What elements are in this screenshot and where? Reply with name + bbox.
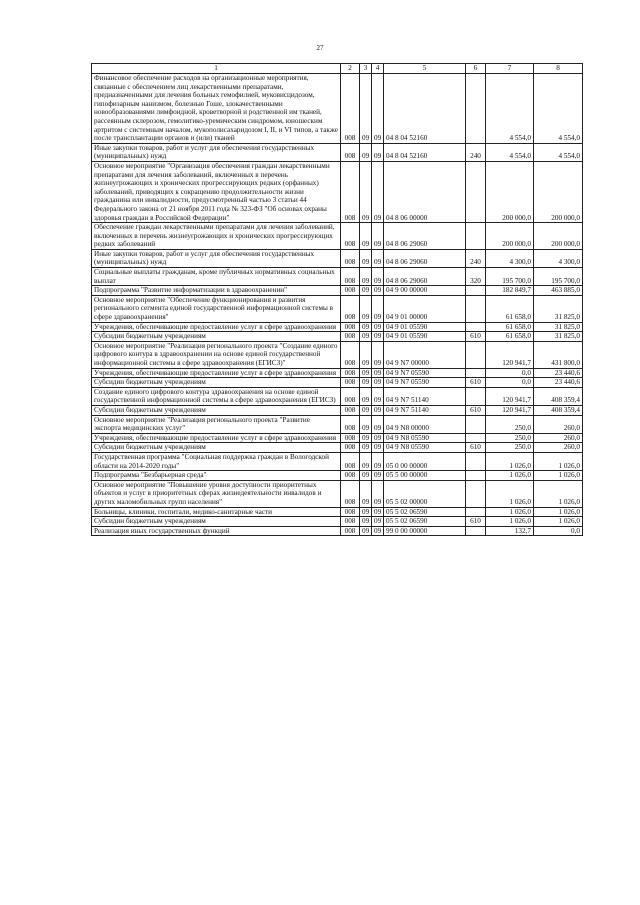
expense-type-code: 610 xyxy=(466,443,486,453)
amount-2021: 1 026,0 xyxy=(534,480,583,507)
admin-code: 008 xyxy=(341,143,360,161)
expense-type-code xyxy=(466,341,486,368)
subsection-code: 09 xyxy=(372,387,384,405)
table-row xyxy=(92,452,583,470)
subsection-code: 09 xyxy=(372,452,384,470)
subsection-code: 09 xyxy=(372,268,384,286)
subsection-code: 09 xyxy=(372,74,384,144)
target-article-code: 04 8 06 29060 xyxy=(384,268,466,286)
header-cell: 3 xyxy=(360,64,372,74)
subsection-code: 09 xyxy=(372,286,384,296)
table-row xyxy=(92,74,583,144)
expense-type-code xyxy=(466,433,486,443)
target-article-code: 99 0 00 00000 xyxy=(384,526,466,536)
row-name: Обеспечение граждан лекарственными препаратами для лечения заболеваний, включенных в перечень жизнеугрожающих и хронических прогрессирующих редких заболеваний xyxy=(92,223,341,250)
amount-2020: 0,0 xyxy=(486,378,534,388)
amount-2021: 408 359,4 xyxy=(534,387,583,405)
amount-2020: 4 300,0 xyxy=(486,249,534,267)
expense-type-code: 610 xyxy=(466,517,486,527)
target-article-code: 04 9 N7 51140 xyxy=(384,405,466,415)
amount-2020: 0,0 xyxy=(486,368,534,378)
amount-2020: 132,7 xyxy=(486,526,534,536)
row-name: Субсидии бюджетным учреждениям xyxy=(92,443,341,453)
amount-2021: 260,0 xyxy=(534,433,583,443)
expense-type-code xyxy=(466,368,486,378)
target-article-code: 04 9 N8 00000 xyxy=(384,415,466,433)
expense-type-code: 240 xyxy=(466,249,486,267)
amount-2021: 1 026,0 xyxy=(534,471,583,481)
amount-2020: 61 658,0 xyxy=(486,332,534,342)
row-name: Социальные выплаты гражданам, кроме публичных нормативных социальных выплат xyxy=(92,268,341,286)
header-cell: 2 xyxy=(341,64,360,74)
row-name: Основное мероприятие "Реализация регионального проекта "Развитие экспорта медицинских услуг" xyxy=(92,415,341,433)
row-name: Субсидии бюджетным учреждениям xyxy=(92,405,341,415)
section-code: 09 xyxy=(360,415,372,433)
admin-code: 008 xyxy=(341,249,360,267)
table-row xyxy=(92,526,583,536)
section-code: 09 xyxy=(360,368,372,378)
amount-2020: 120 941,7 xyxy=(486,405,534,415)
row-name: Основное мероприятие "Реализация регионального проекта "Создание единого цифрового контура в здравоохранении на основе единой государственной информационной системы в сфере здравоохранения (ЕГИСЗ)" xyxy=(92,341,341,368)
row-name: Учреждения, обеспечивающие предоставление услуг в сфере здравоохранения xyxy=(92,322,341,332)
amount-2020: 1 026,0 xyxy=(486,517,534,527)
subsection-code: 09 xyxy=(372,295,384,322)
amount-2020: 200 000,0 xyxy=(486,161,534,222)
row-name: Подпрограмма "Безбарьерная среда" xyxy=(92,471,341,481)
header-cell: 8 xyxy=(534,64,583,74)
table-row xyxy=(92,433,583,443)
table-row xyxy=(92,332,583,342)
section-code: 09 xyxy=(360,295,372,322)
admin-code: 008 xyxy=(341,322,360,332)
admin-code: 008 xyxy=(341,405,360,415)
target-article-code: 04 8 04 52160 xyxy=(384,74,466,144)
section-code: 09 xyxy=(360,268,372,286)
table-row xyxy=(92,295,583,322)
table-row xyxy=(92,405,583,415)
expense-type-code xyxy=(466,387,486,405)
amount-2021: 200 000,0 xyxy=(534,161,583,222)
admin-code: 008 xyxy=(341,378,360,388)
subsection-code: 09 xyxy=(372,471,384,481)
target-article-code: 04 9 01 00000 xyxy=(384,295,466,322)
row-name: Субсидии бюджетным учреждениям xyxy=(92,517,341,527)
admin-code: 008 xyxy=(341,368,360,378)
table-row xyxy=(92,368,583,378)
admin-code: 008 xyxy=(341,415,360,433)
header-cell: 5 xyxy=(384,64,466,74)
expense-type-code xyxy=(466,223,486,250)
expense-type-code: 610 xyxy=(466,405,486,415)
section-code: 09 xyxy=(360,452,372,470)
amount-2021: 1 026,0 xyxy=(534,517,583,527)
amount-2021: 260,0 xyxy=(534,415,583,433)
section-code: 09 xyxy=(360,480,372,507)
amount-2020: 120 941,7 xyxy=(486,387,534,405)
amount-2021: 31 825,0 xyxy=(534,322,583,332)
row-name: Учреждения, обеспечивающие предоставление услуг в сфере здравоохранения xyxy=(92,433,341,443)
expense-type-code xyxy=(466,295,486,322)
page-number: 27 xyxy=(316,44,324,52)
table-row xyxy=(92,471,583,481)
expense-type-code xyxy=(466,286,486,296)
row-name: Иные закупки товаров, работ и услуг для обеспечения государственных (муниципальных) нужд xyxy=(92,249,341,267)
section-code: 09 xyxy=(360,161,372,222)
expense-type-code: 320 xyxy=(466,268,486,286)
target-article-code: 04 9 00 00000 xyxy=(384,286,466,296)
amount-2020: 182 849,7 xyxy=(486,286,534,296)
subsection-code: 09 xyxy=(372,341,384,368)
amount-2021: 4 554,0 xyxy=(534,143,583,161)
section-code: 09 xyxy=(360,517,372,527)
target-article-code: 04 8 04 52160 xyxy=(384,143,466,161)
section-code: 09 xyxy=(360,405,372,415)
amount-2020: 195 700,0 xyxy=(486,268,534,286)
admin-code: 008 xyxy=(341,387,360,405)
admin-code: 008 xyxy=(341,526,360,536)
row-name: Реализация иных государственных функций xyxy=(92,526,341,536)
admin-code: 008 xyxy=(341,74,360,144)
section-code: 09 xyxy=(360,526,372,536)
amount-2021: 1 026,0 xyxy=(534,507,583,517)
amount-2020: 1 026,0 xyxy=(486,471,534,481)
amount-2021: 200 000,0 xyxy=(534,223,583,250)
row-name: Учреждения, обеспечивающие предоставление услуг в сфере здравоохранения xyxy=(92,368,341,378)
target-article-code: 04 9 N8 05590 xyxy=(384,433,466,443)
section-code: 09 xyxy=(360,387,372,405)
header-cell: 6 xyxy=(466,64,486,74)
amount-2020: 250,0 xyxy=(486,443,534,453)
amount-2021: 463 885,0 xyxy=(534,286,583,296)
table-row xyxy=(92,387,583,405)
amount-2020: 61 658,0 xyxy=(486,322,534,332)
table-row xyxy=(92,415,583,433)
expense-type-code: 240 xyxy=(466,143,486,161)
subsection-code: 09 xyxy=(372,143,384,161)
amount-2021: 4 554,0 xyxy=(534,74,583,144)
amount-2021: 431 800,0 xyxy=(534,341,583,368)
section-code: 09 xyxy=(360,286,372,296)
row-name: Субсидии бюджетным учреждениям xyxy=(92,332,341,342)
subsection-code: 09 xyxy=(372,507,384,517)
section-code: 09 xyxy=(360,332,372,342)
expense-type-code xyxy=(466,526,486,536)
budget-table xyxy=(91,63,583,536)
amount-2020: 1 026,0 xyxy=(486,480,534,507)
target-article-code: 05 0 00 00000 xyxy=(384,452,466,470)
admin-code: 008 xyxy=(341,443,360,453)
subsection-code: 09 xyxy=(372,223,384,250)
admin-code: 008 xyxy=(341,507,360,517)
admin-code: 008 xyxy=(341,268,360,286)
amount-2021: 31 825,0 xyxy=(534,332,583,342)
subsection-code: 09 xyxy=(372,526,384,536)
admin-code: 008 xyxy=(341,480,360,507)
header-cell: 1 xyxy=(92,64,341,74)
table-row xyxy=(92,286,583,296)
row-name: Субсидии бюджетным учреждениям xyxy=(92,378,341,388)
admin-code: 008 xyxy=(341,341,360,368)
expense-type-code xyxy=(466,322,486,332)
admin-code: 008 xyxy=(341,452,360,470)
subsection-code: 09 xyxy=(372,517,384,527)
expense-type-code xyxy=(466,415,486,433)
target-article-code: 04 9 01 05590 xyxy=(384,332,466,342)
amount-2021: 23 440,6 xyxy=(534,378,583,388)
admin-code: 008 xyxy=(341,471,360,481)
row-name: Основное мероприятие "Повышение уровня доступности приоритетных объектов и услуг в приоритетных сферах жизнедеятельности инвалидов и других маломобильных групп населения" xyxy=(92,480,341,507)
expense-type-code xyxy=(466,471,486,481)
amount-2021: 1 026,0 xyxy=(534,452,583,470)
target-article-code: 04 9 N7 05590 xyxy=(384,368,466,378)
table-row xyxy=(92,378,583,388)
subsection-code: 09 xyxy=(372,443,384,453)
table-header-row xyxy=(92,64,583,74)
admin-code: 008 xyxy=(341,295,360,322)
subsection-code: 09 xyxy=(372,480,384,507)
table-row xyxy=(92,249,583,267)
target-article-code: 05 5 02 00000 xyxy=(384,480,466,507)
target-article-code: 04 8 06 29060 xyxy=(384,249,466,267)
admin-code: 008 xyxy=(341,332,360,342)
expense-type-code xyxy=(466,480,486,507)
admin-code: 008 xyxy=(341,161,360,222)
row-name: Финансовое обеспечение расходов на организационные мероприятия, связанные с обеспечением лиц лекарственными препаратами, предназначенными для лечения больных гемофилией, муковисцидозом, гипофизарным нанизмом, болезнью Гоше, злокачественными новообразованиями лимфоидной, кроветворной и родственной им тканей, рассеянным склерозом, гемолитико-уремическим синдромом, юношеским артритом с системным началом, мукополисахаридозом I, II, и VI типов, а также после трансплантации органов и (или) тканей xyxy=(92,74,341,144)
subsection-code: 09 xyxy=(372,161,384,222)
target-article-code: 05 5 00 00000 xyxy=(384,471,466,481)
row-name: Основное мероприятие "Организация обеспечения граждан лекарственными препаратами для лечения заболеваний, включенных в перечень жизнеугрожающих и хронических прогрессирующих редких (орфанных) заболеваний, приводящих к сокращению продолжительности жизни гражданина или инвалидности, предусмотренный частью 3 статьи 44 Федерального закона от 21 ноября 2011 года № 323-ФЗ "Об основах охраны здоровья граждан в Российской Федерации" xyxy=(92,161,341,222)
target-article-code: 04 9 N8 05590 xyxy=(384,443,466,453)
table-row xyxy=(92,341,583,368)
admin-code: 008 xyxy=(341,286,360,296)
section-code: 09 xyxy=(360,341,372,368)
subsection-code: 09 xyxy=(372,332,384,342)
amount-2021: 23 440,6 xyxy=(534,368,583,378)
amount-2021: 31 825,0 xyxy=(534,295,583,322)
row-name: Основное мероприятие "Обеспечение функционирования и развития регионального сегмента единой государственной информационной системы в сфере здравоохранения" xyxy=(92,295,341,322)
expense-type-code xyxy=(466,507,486,517)
row-name: Иные закупки товаров, работ и услуг для обеспечения государственных (муниципальных) нужд xyxy=(92,143,341,161)
header-cell: 4 xyxy=(372,64,384,74)
subsection-code: 09 xyxy=(372,433,384,443)
expense-type-code xyxy=(466,452,486,470)
subsection-code: 09 xyxy=(372,249,384,267)
amount-2021: 260,0 xyxy=(534,443,583,453)
section-code: 09 xyxy=(360,471,372,481)
section-code: 09 xyxy=(360,378,372,388)
subsection-code: 09 xyxy=(372,405,384,415)
amount-2020: 1 026,0 xyxy=(486,452,534,470)
amount-2021: 195 700,0 xyxy=(534,268,583,286)
target-article-code: 05 5 02 06590 xyxy=(384,507,466,517)
admin-code: 008 xyxy=(341,433,360,443)
expense-type-code xyxy=(466,161,486,222)
section-code: 09 xyxy=(360,322,372,332)
expense-type-code: 610 xyxy=(466,332,486,342)
amount-2020: 61 658,0 xyxy=(486,295,534,322)
section-code: 09 xyxy=(360,507,372,517)
section-code: 09 xyxy=(360,223,372,250)
amount-2020: 120 941,7 xyxy=(486,341,534,368)
amount-2020: 200 000,0 xyxy=(486,223,534,250)
target-article-code: 04 9 01 05590 xyxy=(384,322,466,332)
section-code: 09 xyxy=(360,143,372,161)
amount-2021: 0,0 xyxy=(534,526,583,536)
expense-type-code: 610 xyxy=(466,378,486,388)
table-row xyxy=(92,480,583,507)
amount-2020: 250,0 xyxy=(486,415,534,433)
table-row xyxy=(92,517,583,527)
header-cell: 7 xyxy=(486,64,534,74)
table-row xyxy=(92,322,583,332)
subsection-code: 09 xyxy=(372,378,384,388)
row-name: Государственная программа "Социальная поддержка граждан в Вологодской области на 2014-2020 годы" xyxy=(92,452,341,470)
target-article-code: 04 9 N7 05590 xyxy=(384,378,466,388)
row-name: Больницы, клиники, госпитали, медико-санитарные части xyxy=(92,507,341,517)
table-row xyxy=(92,161,583,222)
section-code: 09 xyxy=(360,249,372,267)
amount-2020: 250,0 xyxy=(486,433,534,443)
amount-2021: 408 359,4 xyxy=(534,405,583,415)
admin-code: 008 xyxy=(341,223,360,250)
target-article-code: 04 8 06 29060 xyxy=(384,223,466,250)
expense-type-code xyxy=(466,74,486,144)
table-row xyxy=(92,507,583,517)
amount-2021: 4 300,0 xyxy=(534,249,583,267)
target-article-code: 05 5 02 06590 xyxy=(384,517,466,527)
section-code: 09 xyxy=(360,443,372,453)
target-article-code: 04 9 N7 00000 xyxy=(384,341,466,368)
table-row xyxy=(92,443,583,453)
amount-2020: 4 554,0 xyxy=(486,74,534,144)
row-name: Создание единого цифрового контура здравоохранения на основе единой государственной информационной системы в сфере здравоохранения (ЕГИСЗ) xyxy=(92,387,341,405)
subsection-code: 09 xyxy=(372,415,384,433)
table-row xyxy=(92,268,583,286)
subsection-code: 09 xyxy=(372,368,384,378)
section-code: 09 xyxy=(360,433,372,443)
section-code: 09 xyxy=(360,74,372,144)
table-row xyxy=(92,143,583,161)
table-row xyxy=(92,223,583,250)
amount-2020: 4 554,0 xyxy=(486,143,534,161)
subsection-code: 09 xyxy=(372,322,384,332)
amount-2020: 1 026,0 xyxy=(486,507,534,517)
admin-code: 008 xyxy=(341,517,360,527)
target-article-code: 04 9 N7 51140 xyxy=(384,387,466,405)
table-body xyxy=(92,64,583,536)
target-article-code: 04 8 06 00000 xyxy=(384,161,466,222)
row-name: Подпрограмма "Развитие информатизации в здравоохранении" xyxy=(92,286,341,296)
